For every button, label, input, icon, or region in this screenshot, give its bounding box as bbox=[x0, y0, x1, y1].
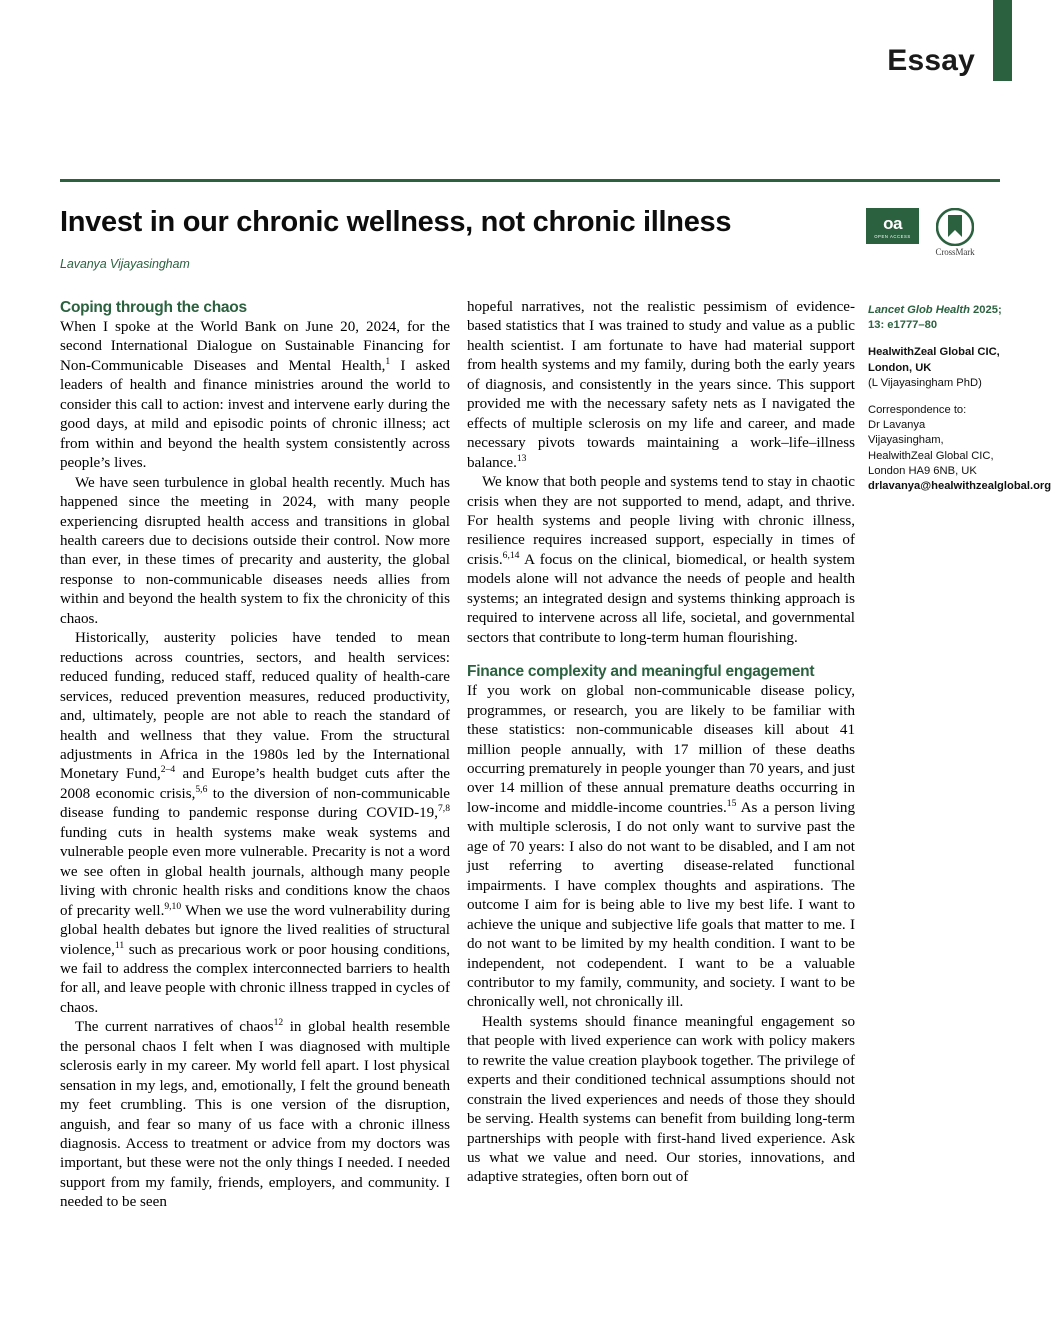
paragraph-text: When we use the word vulnerability during global health debates but ignore the lived realities of structural violence, bbox=[60, 902, 450, 958]
paragraph-text: funding cuts in health systems make weak systems and vulnerable people even more vulnerable. Precarity is not a word we see often in global health journals, although many people living with chronic health risks and conditions know the chaos of precarity well. bbox=[60, 824, 450, 919]
header-divider-rule bbox=[60, 179, 1000, 182]
journal-citation bbox=[868, 303, 1003, 333]
author-byline: Lavanya Vijayasingham bbox=[60, 257, 190, 271]
paragraph: Health systems should finance meaningful engagement so that people with lived experience can work with policy makers to rewrite the value creation playbook together. The privilege of experts and their conditioned technical assumptions should not constrain the lived experiences and needs of those they should be serving. Health systems can benefit from building long-term partnerships with people with first-hand lived experience. Ask us what we value and need. Our stories, innovations, and adaptive strategies, often born out of bbox=[467, 1013, 855, 1186]
paragraph bbox=[60, 629, 450, 1018]
citation-ref[interactable]: 9,10 bbox=[164, 900, 182, 912]
paragraph-text: hopeful narratives, not the realistic pessimism of evidence-based statistics that I was trained to study and value as a public health scientist. I am fortunate to have had material support from health systems and my family, during both the early years of diagnosis, and consistently in the years since. This support provided me with the necessary safety nets as I navigated the effects of multiple sclerosis on my life and career, and made necessary pivots towards maintaining a work–life–illness balance. bbox=[467, 299, 855, 471]
citation-ref[interactable]: 6,14 bbox=[502, 549, 520, 561]
paragraph bbox=[467, 298, 855, 473]
author-affiliation: HealwithZeal Global CIC, London, UK bbox=[868, 346, 1000, 374]
paragraph-text: and Europe’s health budget cuts after the 2008 economic crisis, bbox=[60, 766, 450, 802]
paragraph-text: such as precarious work or poor housing conditions, we fail to address the complex interconnected barriers to health for all, and leave people with chronic illness trapped in cycles of chaos. bbox=[60, 941, 450, 1016]
section-heading-coping: Coping through the chaos bbox=[60, 299, 247, 316]
citation-ref[interactable]: 11 bbox=[114, 939, 125, 951]
open-access-caption: OPEN ACCESS bbox=[874, 233, 911, 239]
section-heading-finance: Finance complexity and meaningful engagement bbox=[467, 663, 815, 681]
title-block bbox=[60, 205, 850, 271]
journal-volume-pages: 13: e1777–80 bbox=[868, 319, 938, 332]
paragraph: We have seen turbulence in global health recently. Much has happened since the meeting in 2024, with many people experiencing disrupted health access and transitions in global health careers due to decisions outside their control. Now more than ever, in these times of precarity and austerity, the global response to non-communicable diseases needs allies from within and beyond the health system to fix the chronicity of this chaos. bbox=[60, 474, 450, 627]
correspondence-email[interactable]: drlavanya@healwithzealglobal.org bbox=[868, 480, 1052, 493]
open-access-icon[interactable] bbox=[866, 208, 919, 244]
article-type-label: Essay bbox=[887, 44, 975, 77]
crossmark-icon bbox=[936, 208, 974, 246]
paragraph-text: We know that both people and systems tend to stay in chaotic crisis when they are not supported to mend, adapt, and thrive. For health systems and people living with chronic illness, resilience requires increased support, especially in times of crisis. bbox=[467, 474, 855, 568]
paragraph-text: I asked leaders of health and finance ministries around the world to consider this call to action: invest and intervene early during the good days, at mild and episodic points of chronic illness; act from within and beyond the health system consistently across people’s lives. bbox=[60, 357, 450, 472]
page-title: Invest in our chronic wellness, not chronic illness bbox=[60, 206, 732, 238]
open-access-mark: oa bbox=[883, 213, 902, 233]
paragraph-text: If you work on global non-communicable disease policy, programmes, or research, you are likely to be familiar with these statistics: non-communicable diseases kill about 41 million people annually, with 17 million of these deaths occurring prematurely in people younger than 70 years, and just over 14 million of these annual premature deaths occurring in low-income and middle-income countries. bbox=[467, 683, 855, 816]
citation-ref[interactable]: 12 bbox=[273, 1017, 284, 1029]
paragraph-text: Historically, austerity policies have tended to mean reductions across countries, sectors, and health services: reduced funding, reduced staff, reduced quality of health-care services, reduced prevention measures, reduced productivity, and, ultimately, people are not able to reach the standard of health and wellness that they value. From the structural adjustments in Africa in the 1980s led by the International Monetary Fund, bbox=[60, 630, 450, 783]
crossmark-label: CrossMark bbox=[935, 247, 975, 257]
paragraph-text: When I spoke at the World Bank on June 20, 2024, for the second International Dialogue on Sustainable Financing for Non-Communicable Diseases and Mental Health, bbox=[60, 319, 450, 374]
paragraph-text: A focus on the clinical, biomedical, or health system models alone will not advance the needs of people and health systems; an integrated design and systems thinking approach is required to intervene across all life, societal, and governmental sectors that contribute to long-term human flourishing. bbox=[467, 551, 855, 646]
citation-ref[interactable]: 1 bbox=[385, 355, 391, 367]
paragraph-text: in global health resemble the personal chaos I felt when I was diagnosed with multiple sclerosis early in my career. My world fell apart. I lost physical sensation in my legs, and, emotionally, I felt the ground beneath my feet crumbling. This is one version of the disruption, anguish, and fear so many of us face with a chronic illness diagnosis. Access to treatment or advice from my doctors was important, but these were not the only things I needed. I needed support from my family, friends, employers, and community. I needed to be seen bbox=[60, 1019, 451, 1211]
citation-ref[interactable]: 15 bbox=[726, 797, 737, 809]
page-header-banner bbox=[0, 0, 1058, 180]
author-credentials: (L Vijayasingham PhD) bbox=[868, 376, 982, 389]
paragraph-text: The current narratives of chaos bbox=[75, 1019, 274, 1036]
journal-year: 2025; bbox=[969, 304, 1002, 316]
paragraph bbox=[467, 682, 855, 1013]
paragraph bbox=[60, 318, 450, 474]
citation-ref[interactable]: 13 bbox=[516, 452, 527, 464]
citation-ref[interactable]: 7,8 bbox=[438, 803, 450, 815]
header-accent-tab bbox=[993, 0, 1012, 81]
logo-group bbox=[866, 208, 981, 257]
body-column-right bbox=[467, 298, 855, 1188]
crossmark-logo[interactable] bbox=[929, 208, 981, 257]
paragraph-text: to the diversion of non-communicable disease funding to pandemic response during COVID-19, bbox=[60, 785, 450, 822]
paragraph bbox=[60, 1018, 450, 1213]
article-metadata-sidebar bbox=[868, 303, 1052, 494]
paragraph bbox=[467, 473, 855, 648]
citation-ref[interactable]: 2–4 bbox=[160, 764, 176, 776]
body-column-left bbox=[60, 298, 450, 1213]
correspondence-label: Correspondence to: bbox=[868, 404, 967, 417]
journal-name: Lancet Glob Health bbox=[868, 304, 970, 316]
paragraph-text: As a person living with multiple sclerosis, I do not only want to survive past the age of 70 years: I also do not want to be disabled, and I am not just referring to averting disease-related functional impairments. I have complex thoughts and aspirations. The outcome I aim for is being able to live my best life. I want to achieve the unique and subjective life goals that matter to me. I do not want to be limited by my health condition. I want to be independent, not codependent. I want to be a valuable contributor to my family, community, and society. I want to be chronically well, not chronically ill. bbox=[467, 799, 855, 1011]
citation-ref[interactable]: 5,6 bbox=[195, 783, 208, 795]
correspondence-address: Dr Lavanya Vijayasingham, HealwithZeal Global CIC, London HA9 6NB, UK bbox=[868, 419, 994, 477]
